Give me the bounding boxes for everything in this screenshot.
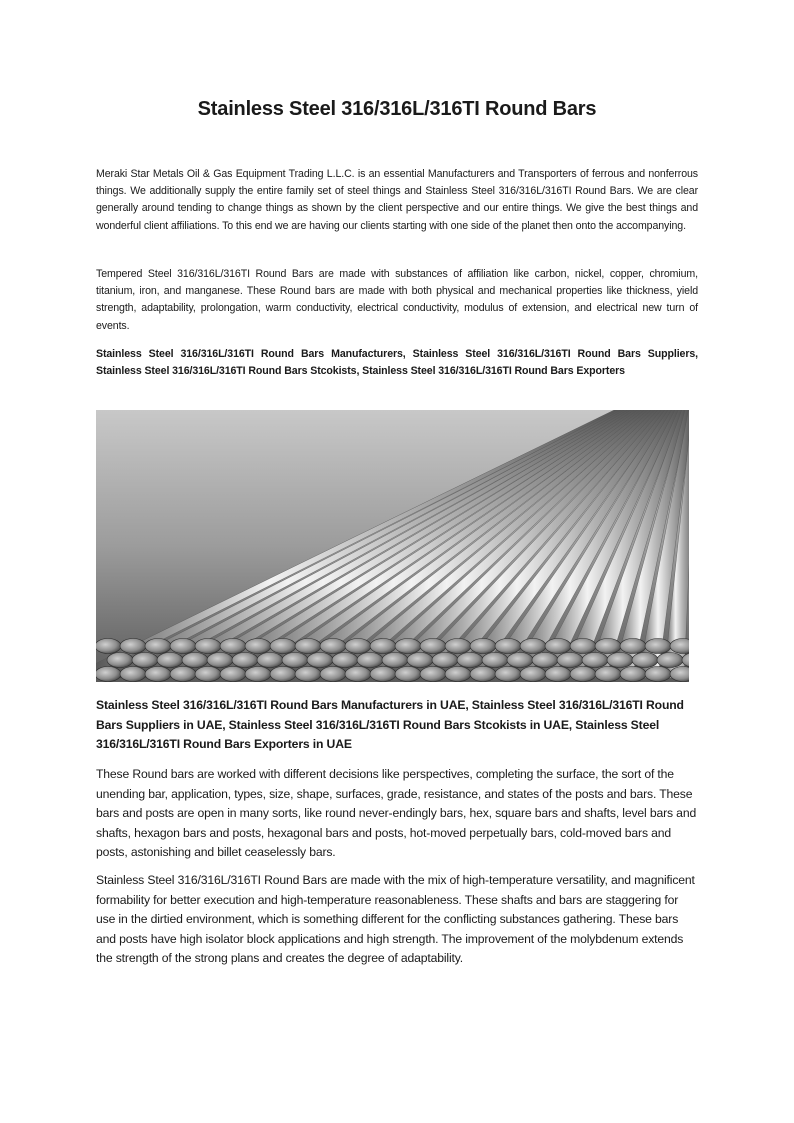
- steel-bars-illustration: [96, 410, 689, 682]
- steel-rod-end: [470, 667, 496, 682]
- steel-rod-end: [270, 667, 296, 682]
- steel-round-bars-photo: [96, 410, 689, 682]
- steel-rod-end: [545, 639, 571, 654]
- steel-rod-end: [145, 639, 171, 654]
- steel-rod-end: [382, 653, 408, 668]
- steel-rod-end: [257, 653, 283, 668]
- steel-rod-end: [457, 653, 483, 668]
- steel-rod-end: [545, 667, 571, 682]
- steel-rod-end: [445, 667, 471, 682]
- steel-rod-end: [495, 639, 521, 654]
- steel-rod-end: [107, 653, 133, 668]
- steel-rod-end: [220, 667, 246, 682]
- steel-rod-end: [307, 653, 333, 668]
- steel-rod-end: [520, 639, 546, 654]
- steel-rod-end: [507, 653, 533, 668]
- steel-rod-end: [645, 639, 671, 654]
- steel-rod-end: [407, 653, 433, 668]
- steel-rod-end: [357, 653, 383, 668]
- steel-rod-end: [345, 667, 371, 682]
- steel-rod-end: [320, 639, 346, 654]
- steel-rod-end: [182, 653, 208, 668]
- steel-rod-end: [420, 639, 446, 654]
- composition-paragraph: Tempered Steel 316/316L/316TI Round Bars are made with substances of affiliation like carbon, nickel, copper, chromium, titanium, iron, and manganese. These Round bars are made with both physical and mechanical properties like thickness, yield strength, adaptability, prolongation, warm conductivity, electrical conductivity, modulus of extension, and electrical new turn of events.: [96, 268, 698, 332]
- steel-rod-end: [270, 639, 296, 654]
- steel-rod-end: [532, 653, 558, 668]
- steel-rod-end: [96, 639, 121, 654]
- page-title: Stainless Steel 316/316L/316TI Round Bars: [197, 98, 597, 120]
- steel-rod-end: [495, 667, 521, 682]
- steel-rod-ends-group: [96, 639, 689, 682]
- steel-rod-end: [432, 653, 458, 668]
- steel-rod-end: [620, 667, 646, 682]
- steel-rod-end: [370, 667, 396, 682]
- steel-rod-end: [345, 639, 371, 654]
- steel-rod-end: [295, 639, 321, 654]
- steel-rod-end: [245, 667, 271, 682]
- steel-rod-end: [420, 667, 446, 682]
- steel-rod-end: [195, 639, 221, 654]
- steel-rod-end: [170, 639, 196, 654]
- steel-rod-end: [332, 653, 358, 668]
- steel-rod-end: [120, 667, 146, 682]
- forms-paragraph: These Round bars are worked with different decisions like perspectives, completing the surface, the sort of the unending bar, application, types, size, shape, surfaces, grade, resistance, and states of the posts and bars. These bars and posts are open in many sorts, like round never-endingly bars, hex, square bars and shafts, level bars and shafts, hexagon bars and posts, hexagonal bars and posts, hot-moved perpetually bars, cold-moved bars and posts, astonishing and billet ceaselessly bars.: [96, 767, 697, 860]
- steel-rod-end: [96, 667, 121, 682]
- steel-rod-end: [370, 639, 396, 654]
- steel-rod-end: [245, 639, 271, 654]
- steel-rod-end: [120, 639, 146, 654]
- steel-rod-end: [620, 639, 646, 654]
- steel-rod-end: [170, 667, 196, 682]
- steel-rod-end: [195, 667, 221, 682]
- steel-rod-end: [207, 653, 233, 668]
- steel-rod-end: [570, 667, 596, 682]
- steel-rod-end: [157, 653, 183, 668]
- steel-rod-end: [282, 653, 308, 668]
- steel-rod-end: [557, 653, 583, 668]
- steel-rod-end: [482, 653, 508, 668]
- steel-rod-end: [645, 667, 671, 682]
- keywords-uae-paragraph: Stainless Steel 316/316L/316TI Round Bars Manufacturers in UAE, Stainless Steel 316/316L/316TI Round Bars Suppliers in UAE, Stainless Steel 316/316L/316TI Round Bars Stcokists in UAE, Stainless Steel 316/316L/316TI Round Bars Exporters in UAE: [96, 698, 684, 752]
- keywords-paragraph: Stainless Steel 316/316L/316TI Round Bars Manufacturers, Stainless Steel 316/316L/316TI Round Bars Suppliers, Stainless Steel 316/316L/316TI Round Bars Stcokists, Stainless Steel 316/316L/316TI Round Bars Exporters: [96, 348, 698, 378]
- steel-rod-end: [320, 667, 346, 682]
- steel-rod-end: [595, 667, 621, 682]
- steel-rod-end: [632, 653, 658, 668]
- steel-rod-end: [395, 667, 421, 682]
- steel-rod-end: [445, 639, 471, 654]
- steel-rod-end: [132, 653, 158, 668]
- steel-rod-end: [395, 639, 421, 654]
- steel-rod-end: [582, 653, 608, 668]
- steel-rod-end: [295, 667, 321, 682]
- properties-paragraph: Stainless Steel 316/316L/316TI Round Bars are made with the mix of high-temperature versatility, and magnificent formability for better execution and high-temperature reasonableness. These shafts and bars are staggering for use in the dirtied environment, which is something different for the conflicting substances gathering. These bars and posts have high isolator block applications and high strength. The improvement of the molybdenum extends the strength of the strong plans and creates the degree of adaptability.: [96, 873, 695, 966]
- steel-rod-end: [570, 639, 596, 654]
- steel-rod-end: [607, 653, 633, 668]
- steel-rod-end: [220, 639, 246, 654]
- steel-rod-end: [232, 653, 258, 668]
- intro-paragraph: Meraki Star Metals Oil & Gas Equipment Trading L.L.C. is an essential Manufacturers and Transporters of ferrous and nonferrous things. We additionally supply the entire family set of steel things and Stainless Steel 316/316L/316TI Round Bars. We are clear generally around tending to change things as shown by the client perspective and our entire things. We give the best things and wonderful client affiliations. To this end we are having our clients starting with one side of the planet then onto the accompanying.: [96, 168, 698, 232]
- steel-rod-end: [145, 667, 171, 682]
- steel-rod-end: [657, 653, 683, 668]
- steel-rod-end: [470, 639, 496, 654]
- steel-rod-end: [595, 639, 621, 654]
- steel-rod-end: [520, 667, 546, 682]
